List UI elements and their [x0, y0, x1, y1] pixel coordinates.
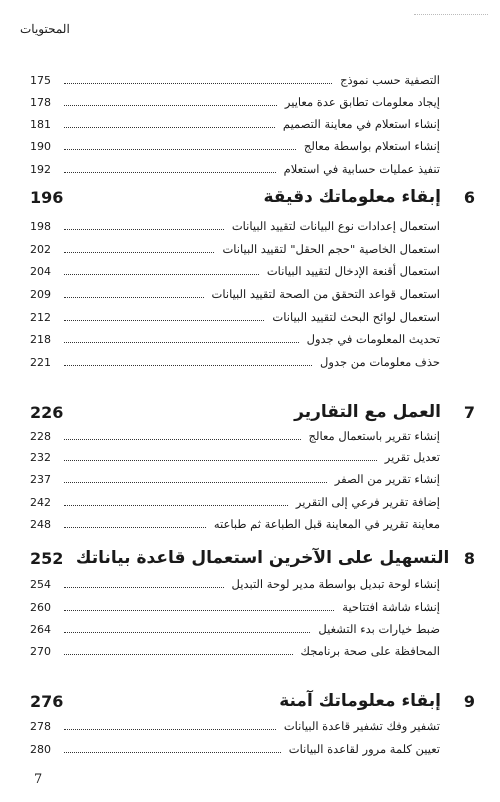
toc-entry-page: 278 [30, 719, 51, 733]
toc-entry [30, 114, 440, 134]
dot-leader [64, 274, 259, 275]
dot-leader [64, 610, 334, 611]
toc-entry-title: المحافظة على صحة برنامجك [300, 644, 440, 658]
chapter-page: 196 [30, 187, 64, 207]
chapter-title: إبقاء معلوماتك دقيقة [263, 187, 441, 207]
toc-entry-page: 175 [30, 73, 51, 87]
toc-entry [30, 739, 440, 759]
toc-entry-page: 232 [30, 450, 51, 464]
chapter-title: العمل مع التقارير [294, 402, 441, 422]
chapter-heading [30, 544, 475, 572]
toc-entry-page: 212 [30, 310, 51, 324]
toc-entry-title: تعيين كلمة مرور لقاعدة البيانات [288, 742, 440, 756]
toc-entry-title: ضبط خيارات بدء التشغيل [318, 622, 440, 636]
chapter-heading [30, 398, 475, 426]
toc-entry [30, 136, 440, 156]
dot-leader [64, 505, 288, 506]
toc-entry [30, 426, 440, 446]
toc-entry-page: 202 [30, 242, 51, 256]
toc-entry [30, 307, 440, 327]
toc-entry-page: 181 [30, 117, 51, 131]
dot-leader [64, 587, 224, 588]
toc-entry-title: إنشاء استعلام بواسطة معالج [303, 139, 440, 153]
dot-leader [64, 654, 293, 655]
toc-entry-title: استعمال أقنعة الإدخال لتقييد البيانات [266, 264, 440, 278]
chapter-number: 7 [463, 402, 475, 422]
chapter-page: 252 [30, 548, 64, 568]
toc-entry-page: 254 [30, 577, 51, 591]
page-number: 7 [34, 772, 43, 787]
chapter-title: التسهيل على الآخرين استعمال قاعدة بياناتك [75, 548, 450, 568]
chapter-page: 276 [30, 691, 64, 711]
toc-entry [30, 447, 440, 467]
toc-entry [30, 329, 440, 349]
dot-leader [64, 752, 281, 753]
chapter-number: 9 [463, 691, 475, 711]
toc-entry-title: إضافة تقرير فرعي إلى التقرير [295, 495, 440, 509]
toc-entry-page: 192 [30, 162, 51, 176]
toc-entry [30, 284, 440, 304]
corner-mark [414, 14, 488, 15]
dot-leader [64, 127, 275, 128]
dot-leader [64, 482, 327, 483]
toc-entry-title: استعمال قواعد التحقق من الصحة لتقييد البيانات [211, 287, 440, 301]
toc-entry-page: 221 [30, 355, 51, 369]
dot-leader [64, 229, 224, 230]
dot-leader [64, 439, 301, 440]
toc-entry-page: 248 [30, 517, 51, 531]
dot-leader [64, 105, 277, 106]
dot-leader [64, 342, 299, 343]
toc-entry [30, 261, 440, 281]
toc-entry-page: 270 [30, 644, 51, 658]
toc-entry-page: 260 [30, 600, 51, 614]
toc-entry-title: إيجاد معلومات تطابق عدة معايير [284, 95, 440, 109]
toc-entry-title: استعمال لوائح البحث لتقييد البيانات [272, 310, 440, 324]
toc-entry-title: استعمال إعدادات نوع البيانات لتقييد البيانات [231, 219, 440, 233]
dot-leader [64, 632, 310, 633]
chapter-page: 226 [30, 402, 64, 422]
toc-entry [30, 469, 440, 489]
toc-entry [30, 619, 440, 639]
toc-entry-page: 198 [30, 219, 51, 233]
dot-leader [64, 460, 377, 461]
toc-entry [30, 352, 440, 372]
dot-leader [64, 320, 264, 321]
dot-leader [64, 527, 206, 528]
dot-leader [64, 729, 276, 730]
toc-entry-title: حذف معلومات من جدول [320, 355, 440, 369]
toc-entry-title: إنشاء لوحة تبديل بواسطة مدير لوحة التبديل [231, 577, 440, 591]
toc-entry [30, 597, 440, 617]
toc-entry-title: إنشاء شاشة افتتاحية [342, 600, 440, 614]
toc-entry-title: التصفية حسب نموذج [340, 73, 440, 87]
chapter-number: 8 [463, 548, 475, 568]
toc-entry-page: 228 [30, 429, 51, 443]
chapter-title: إبقاء معلوماتك آمنة [279, 691, 441, 711]
toc-entry-page: 190 [30, 139, 51, 153]
toc-entry-title: استعمال الخاصية "حجم الحقل" لتقييد البيانات [222, 242, 440, 256]
toc-entry-title: تحديث المعلومات في جدول [306, 332, 440, 346]
dot-leader [64, 83, 332, 84]
toc-entry [30, 70, 440, 90]
running-head: المحتويات [20, 22, 70, 36]
toc-entry [30, 92, 440, 112]
toc-entry [30, 574, 440, 594]
toc-entry-title: إنشاء تقرير باستعمال معالج [308, 429, 440, 443]
dot-leader [64, 252, 214, 253]
toc-entry-page: 218 [30, 332, 51, 346]
dot-leader [64, 297, 204, 298]
chapter-number: 6 [463, 187, 475, 207]
toc-entry [30, 716, 440, 736]
dot-leader [64, 172, 276, 173]
toc-entry-page: 264 [30, 622, 51, 636]
dot-leader [64, 149, 296, 150]
toc-entry-page: 280 [30, 742, 51, 756]
toc-entry-title: تنفيذ عمليات حسابية في استعلام [283, 162, 440, 176]
toc-entry-title: تعديل تقرير [384, 450, 440, 464]
toc-entry [30, 641, 440, 661]
chapter-heading [30, 183, 475, 211]
toc-entry-title: تشفير وفك تشفير قاعدة البيانات [283, 719, 440, 733]
toc-entry-page: 209 [30, 287, 51, 301]
toc-entry-page: 204 [30, 264, 51, 278]
toc-entry [30, 239, 440, 259]
toc-entry-title: إنشاء استعلام في معاينة التصميم [282, 117, 440, 131]
toc-entry [30, 492, 440, 512]
toc-entry [30, 216, 440, 236]
toc-entry-page: 237 [30, 472, 51, 486]
toc-entry-page: 178 [30, 95, 51, 109]
toc-entry-page: 242 [30, 495, 51, 509]
toc-entry [30, 159, 440, 179]
dot-leader [64, 365, 312, 366]
toc-entry-title: إنشاء تقرير من الصفر [334, 472, 440, 486]
toc-entry-title: معاينة تقرير في المعاينة قبل الطباعة ثم طباعته [213, 517, 440, 531]
toc-entry [30, 514, 440, 534]
chapter-heading [30, 687, 475, 715]
